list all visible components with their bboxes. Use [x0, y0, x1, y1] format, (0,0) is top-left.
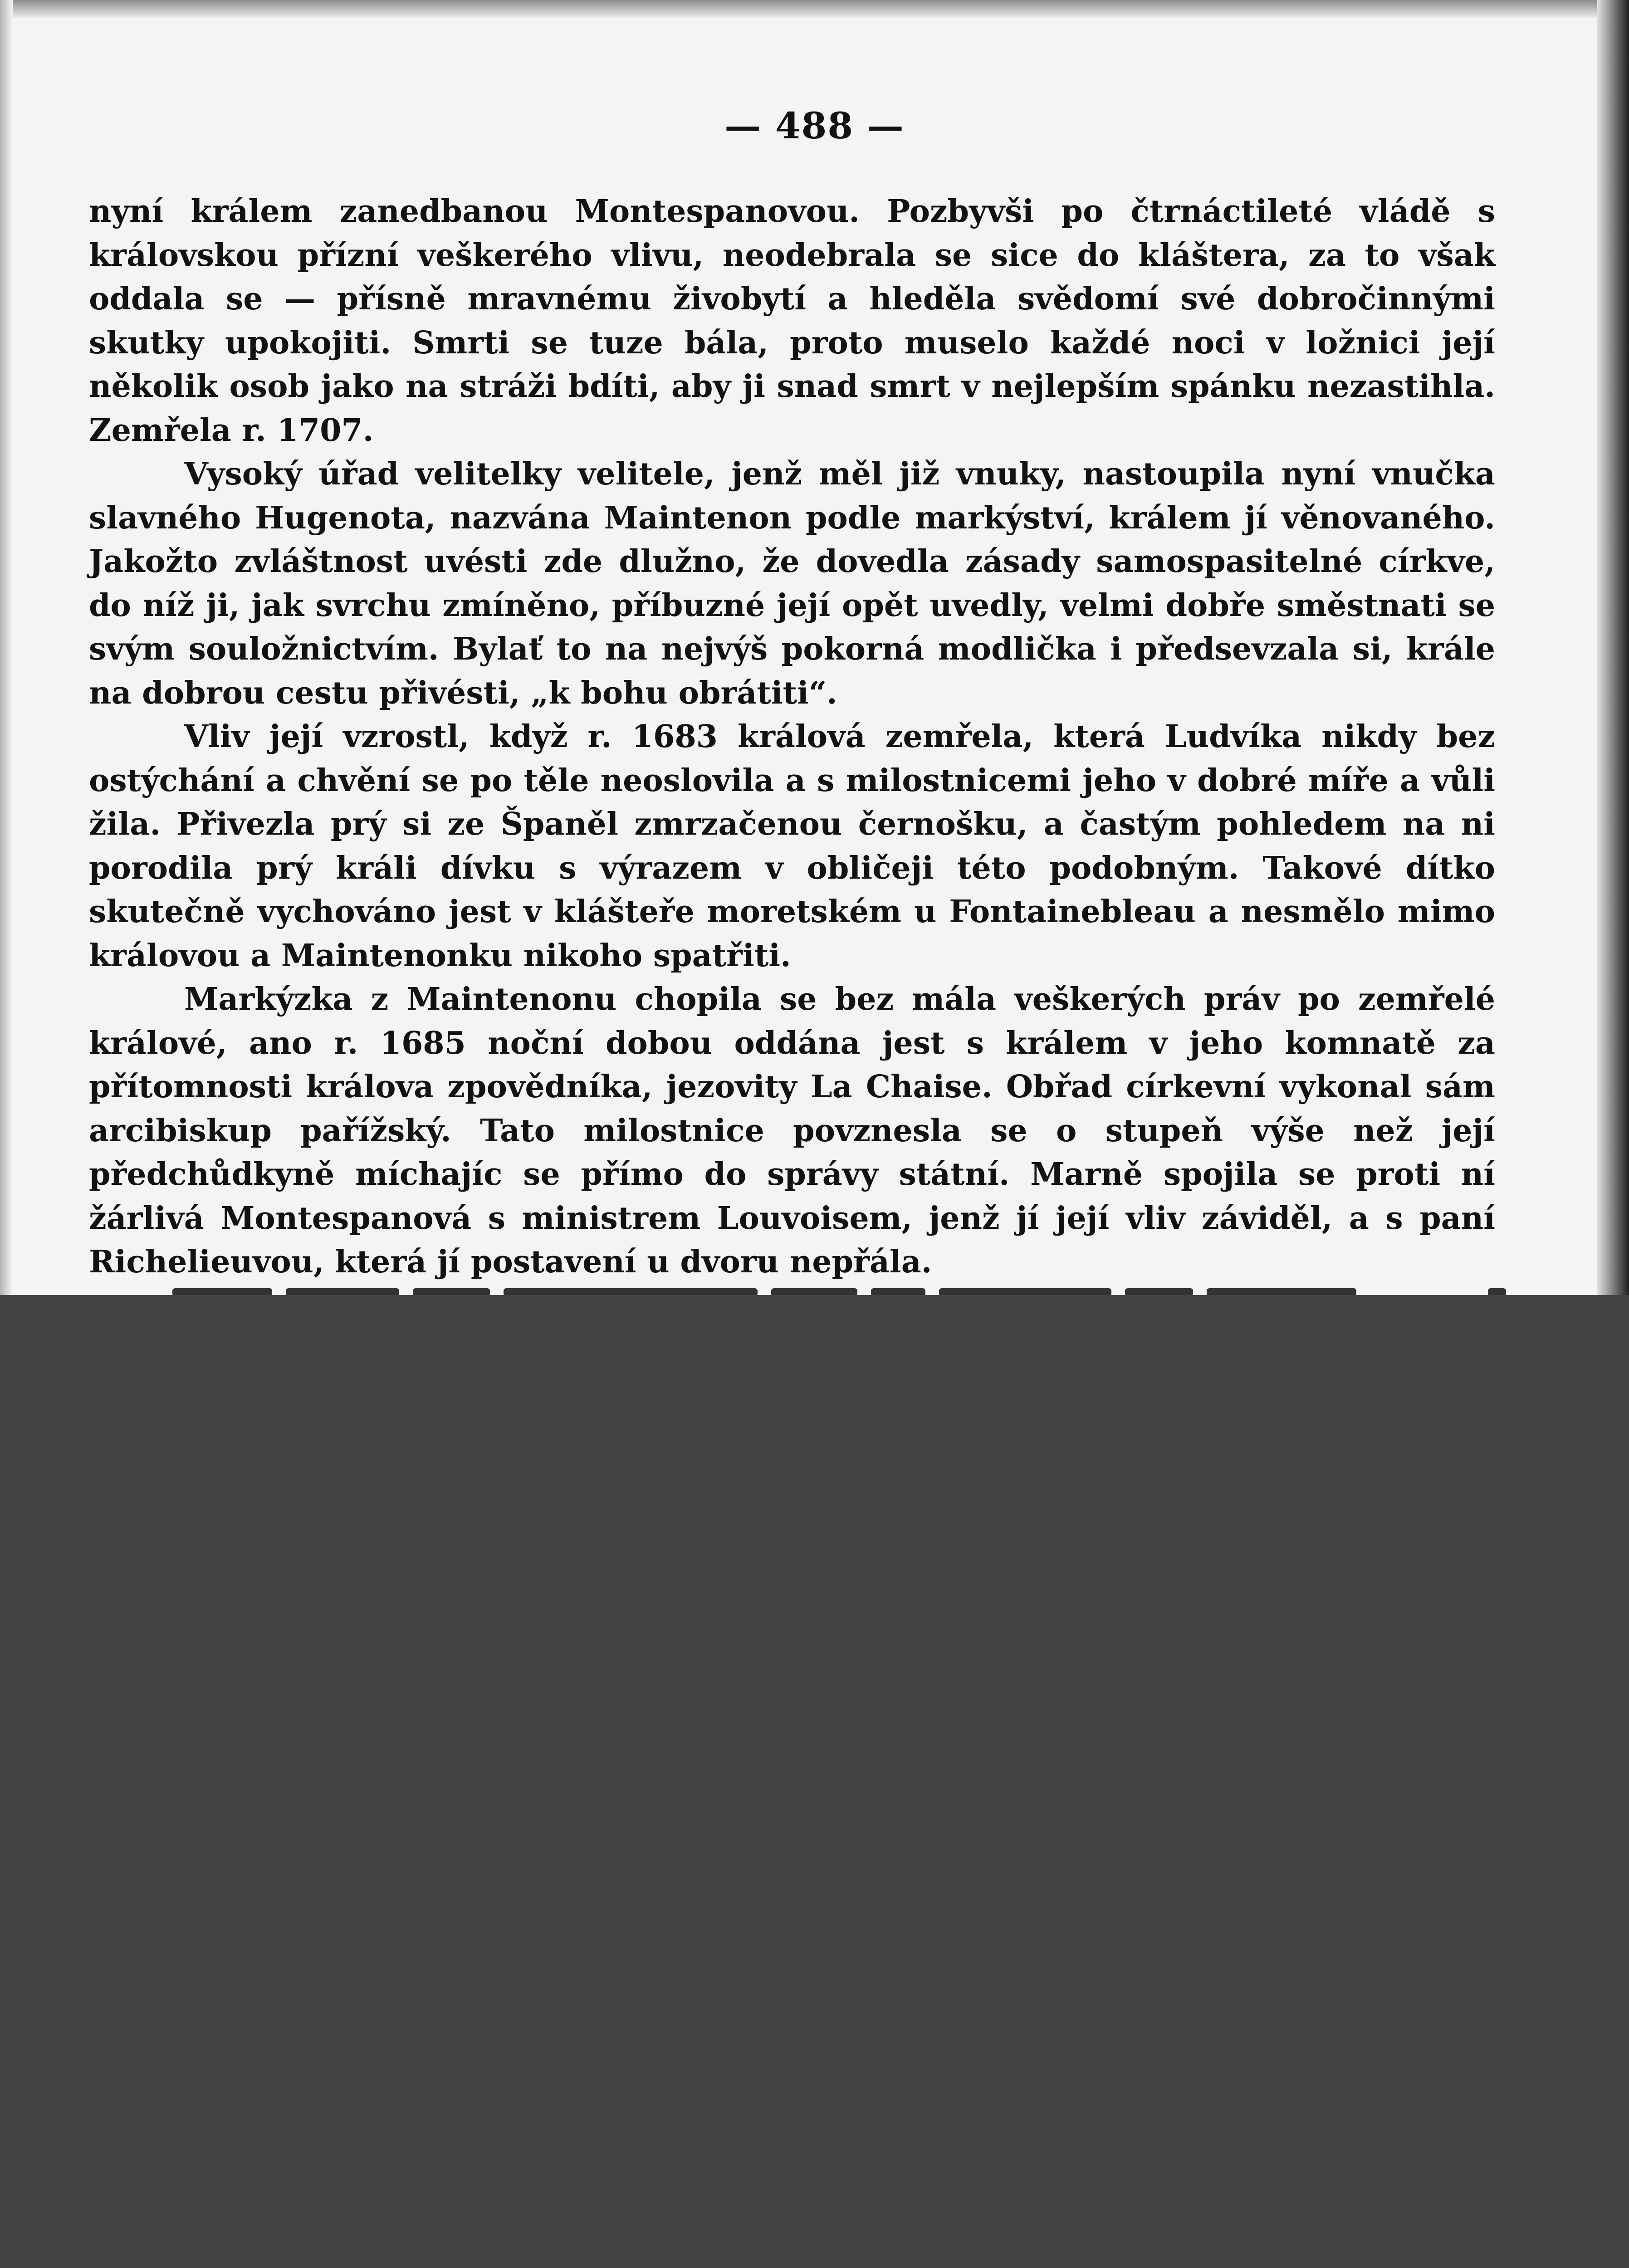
cut-word-fragment [286, 1288, 399, 1295]
page-top-shadow [0, 0, 1629, 18]
cut-word-fragment [504, 1288, 758, 1295]
cut-word-fragment [1488, 1288, 1506, 1295]
page-left-shadow [0, 0, 13, 1295]
cut-word-fragment [1207, 1288, 1356, 1295]
cut-word-fragment [172, 1288, 272, 1295]
paragraph-3: Vliv její vzrostl, když r. 1683 králová zemřela, která Ludvíka nikdy bez ostýchání a chvění se po těle neoslovila a s milostnicemi jeho v dobré míře a vůli žila. Přivezla prý si ze Španěl zmrzačenou černošku, a častým pohledem na ni porodila prý králi dívku s výrazem v obličeji této podobným. Takové dítko skutečně vychováno jest v klášteře moretském u Fontainebleau a nesmělo mimo královou a Maintenonku nikoho spatřiti. [89, 719, 1495, 974]
paragraph-4: Markýzka z Maintenonu chopila se bez mála veškerých práv po zemřelé králové, ano r. 1685 noční dobou oddána jest s králem v jeho komnatě za přítomnosti králova zpovědníka, jezovity La Chaise. Obřad církevní vykonal sám arcibiskup pařížský. Tato milostnice povznesla se o stupeň výše než její předchůdkyně míchajíc se přímo do správy státní. Marně spojila se proti ní žárlivá Montespanová s ministrem Louvoisem, jenž jí její vliv záviděl, a s paní Richelieuvou, která jí postavení u dvoru nepřála. [89, 981, 1495, 1280]
paragraph-1: nyní králem zanedbanou Montespanovou. Pozbyvši po čtrnáctileté vládě s královskou přízní veškerého vlivu, neodebrala se sice do kláštera, za to však oddala se — přísně mravnému živobytí a hleděla svědomí své dobročinnými skutky upokojiti. Smrti se tuze bála, proto muselo každé noci v ložnici její několik osob jako na stráži bdíti, aby ji snad smrt v nejlepším spánku nezastihla. Zemřela r. 1707. [89, 193, 1495, 449]
cut-word-fragment [1125, 1288, 1193, 1295]
body-text [89, 190, 1495, 1284]
paragraph-2: Vysoký úřad velitelky velitele, jenž měl již vnuky, nastoupila nyní vnučka slavného Hugenota, nazvána Maintenon podle markýství, králem jí věnovaného. Jakožto zvláštnost uvésti zde dlužno, že dovedla zásady samospasitelné církve, do níž ji, jak svrchu zmíněno, příbuzné její opět uvedly, velmi dobře směstnati se svým souložnictvím. Bylať to na nejvýš pokorná modlička i předsevzala si, krále na dobrou cestu přivésti, „k bohu obrátiti“. [89, 456, 1495, 711]
cut-word-fragment [771, 1288, 857, 1295]
cut-off-text-line [172, 1282, 1511, 1295]
cut-word-fragment [413, 1288, 490, 1295]
cut-word-fragment [939, 1288, 1111, 1295]
page-number: — 488 — [724, 104, 905, 147]
page-right-shadow [1597, 0, 1629, 1295]
cut-word-fragment [871, 1288, 925, 1295]
